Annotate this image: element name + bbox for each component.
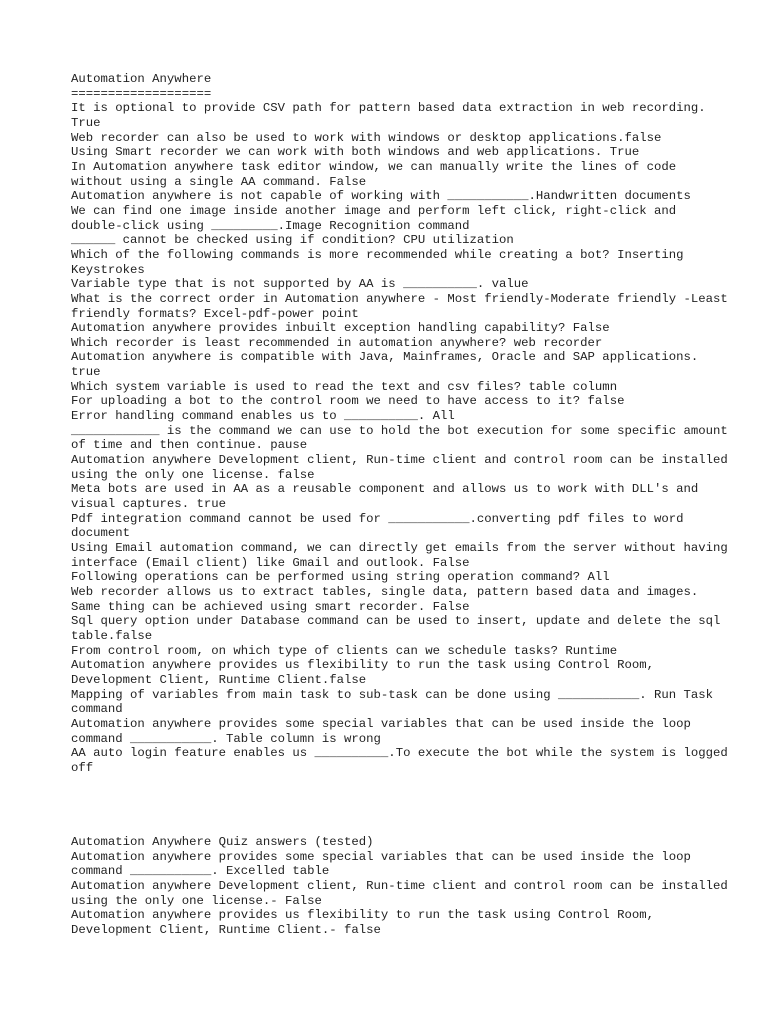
question-line: Pdf integration command cannot be used for ___________.converting pdf files to word document — [71, 511, 691, 541]
quiz-section — [71, 835, 736, 938]
question-line: Automation anywhere provides inbuilt exception handling capability? False — [71, 321, 610, 336]
question-line: Following operations can be performed using string operation command? All — [71, 570, 610, 585]
quiz-answer-line: Automation anywhere Development client, Run-time client and control room can be installed using the only one license.- False — [71, 878, 736, 908]
quiz-answer-line: Automation anywhere provides some special variables that can be used inside the loop command ___________. Excelled table — [71, 849, 699, 879]
question-line: Mapping of variables from main task to sub-task can be done using ___________. Run Task command — [71, 687, 721, 717]
question-line: Variable type that is not supported by AA is __________. value — [71, 277, 529, 292]
question-line: Automation anywhere is not capable of working with ___________.Handwritten documents — [71, 189, 691, 204]
question-line: Automation anywhere Development client, Run-time client and control room can be installed using the only one license. false — [71, 453, 736, 482]
title-underline: =================== — [71, 86, 212, 101]
question-line: From control room, on which type of clients can we schedule tasks? Runtime — [71, 643, 618, 658]
question-line: Sql query option under Database command can be used to insert, update and delete the sql table.false — [71, 614, 728, 643]
question-line: In Automation anywhere task editor window, we can manually write the lines of code without using a single AA command. False — [71, 159, 684, 189]
document-title: Automation Anywhere — [71, 72, 212, 86]
question-line: We can find one image inside another image and perform left click, right-click and double-click using _________.Image Recognition command — [71, 203, 684, 233]
question-line: For uploading a bot to the control room we need to have access to it? false — [71, 394, 625, 409]
question-line: ______ cannot be checked using if condition? CPU utilization — [71, 233, 514, 248]
question-line: Which recorder is least recommended in automation anywhere? web recorder — [71, 335, 603, 350]
question-line: Meta bots are used in AA as a reusable component and allows us to work with DLL's and visual captures. true — [71, 482, 706, 512]
question-line: It is optional to provide CSV path for pattern based data extraction in web recording. True — [71, 101, 714, 130]
question-line: Using Smart recorder we can work with both windows and web applications. True — [71, 145, 640, 160]
question-line: Error handling command enables us to __________. All — [71, 409, 455, 424]
question-line: Automation anywhere is compatible with Java, Mainframes, Oracle and SAP applications. true — [71, 350, 706, 380]
question-line: Automation anywhere provides us flexibility to run the task using Control Room, Development Client, Runtime Client.false — [71, 658, 662, 687]
question-line: ____________ is the command we can use to hold the bot execution for some specific amount of time and then continue. pause — [71, 423, 736, 453]
main-section — [71, 72, 736, 776]
question-line: Web recorder can also be used to work with windows or desktop applications.false — [71, 130, 662, 145]
question-line: Web recorder allows us to extract tables, single data, pattern based data and images. Same thing can be achieved using smart recorder. False — [71, 584, 706, 614]
question-line: What is the correct order in Automation anywhere - Most friendly-Moderate friendly -Least friendly formats? Excel-pdf-power point — [71, 291, 736, 321]
question-line: Which system variable is used to read the text and csv files? table column — [71, 379, 618, 394]
quiz-answer-line: Automation anywhere provides us flexibility to run the task using Control Room, Development Client, Runtime Client.- false — [71, 908, 662, 937]
question-line: AA auto login feature enables us __________.To execute the bot while the system is logged off — [71, 746, 736, 775]
question-line: Which of the following commands is more recommended while creating a bot? Inserting Keystrokes — [71, 247, 691, 277]
question-line: Using Email automation command, we can directly get emails from the server without having interface (Email client) like Gmail and outlook. False — [71, 541, 736, 570]
quiz-title: Automation Anywhere Quiz answers (tested) — [71, 835, 374, 849]
question-line: Automation anywhere provides some special variables that can be used inside the loop command ___________. Table column is wrong — [71, 716, 699, 746]
